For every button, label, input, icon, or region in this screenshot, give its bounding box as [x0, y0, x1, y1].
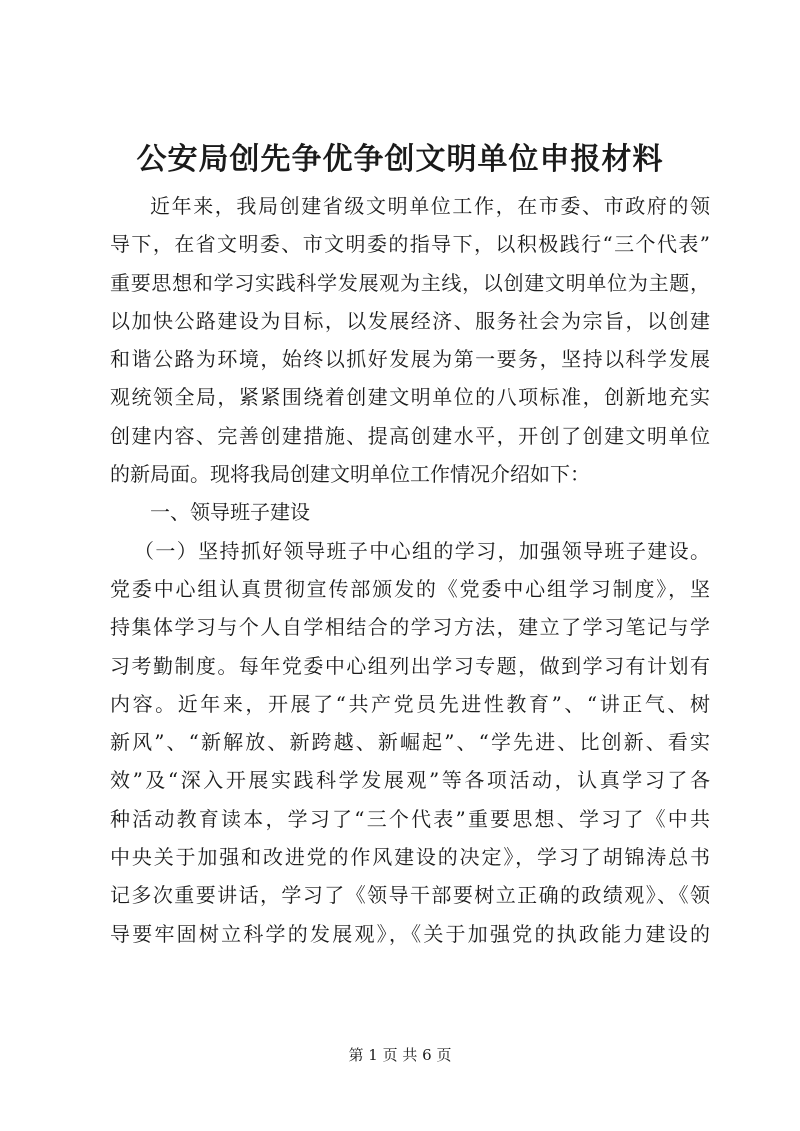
body-line: 持集体学习与个人自学相结合的学习方法，建立了学习笔记与学 — [110, 615, 710, 640]
body-line: 新风”、“新解放、新跨越、新崛起”、“学先进、比创新、看实 — [110, 730, 710, 755]
page-footer: 第 1 页 共 6 页 — [348, 1046, 452, 1064]
body-line: 习考勤制度。每年党委中心组列出学习专题，做到学习有计划有 — [110, 653, 710, 678]
document-body — [110, 187, 710, 953]
body-line: 近年来，我局创建省级文明单位工作，在市委、市政府的领 — [150, 194, 710, 218]
body-line: 创建内容、完善创建措施、提高创建水平，开创了创建文明单位 — [110, 423, 710, 448]
body-line: 导要牢固树立科学的发展观》，《关于加强党的执政能力建设的 — [110, 921, 710, 946]
body-line: 党委中心组认真贯彻宣传部颁发的《党委中心组学习制度》，坚 — [110, 576, 710, 601]
section-heading: 一、领导班子建设 — [150, 500, 310, 525]
body-line: 的新局面。现将我局创建文明单位工作情况介绍如下： — [110, 462, 590, 487]
body-line: 效”及“深入开展实践科学发展观”等各项活动，认真学习了各 — [110, 768, 710, 793]
document-title: 公安局创先争优争创文明单位申报材料 — [136, 142, 664, 177]
body-line: 观统领全局，紧紧围绕着创建文明单位的八项标准，创新地充实 — [110, 385, 710, 410]
body-line: 记多次重要讲话，学习了《领导干部要树立正确的政绩观》、《领 — [110, 883, 710, 908]
body-line: 内容。近年来，开展了“共产党员先进性教育”、“讲正气、树 — [110, 691, 710, 716]
body-line: 和谐公路为环境，始终以抓好发展为第一要务，坚持以科学发展 — [110, 347, 710, 372]
body-line: 导下，在省文明委、市文明委的指导下，以积极践行“三个代表” — [110, 232, 710, 257]
subsection-heading: （一）坚持抓好领导班子中心组的学习，加强领导班子建设。 — [134, 538, 710, 563]
body-line: 重要思想和学习实践科学发展观为主线，以创建文明单位为主题， — [110, 270, 710, 295]
body-line: 中央关于加强和改进党的作风建设的决定》，学习了胡锦涛总书 — [110, 845, 710, 870]
body-line: 种活动教育读本，学习了“三个代表”重要思想、学习了《中共 — [110, 806, 710, 831]
body-line: 以加快公路建设为目标，以发展经济、服务社会为宗旨，以创建 — [110, 308, 710, 333]
